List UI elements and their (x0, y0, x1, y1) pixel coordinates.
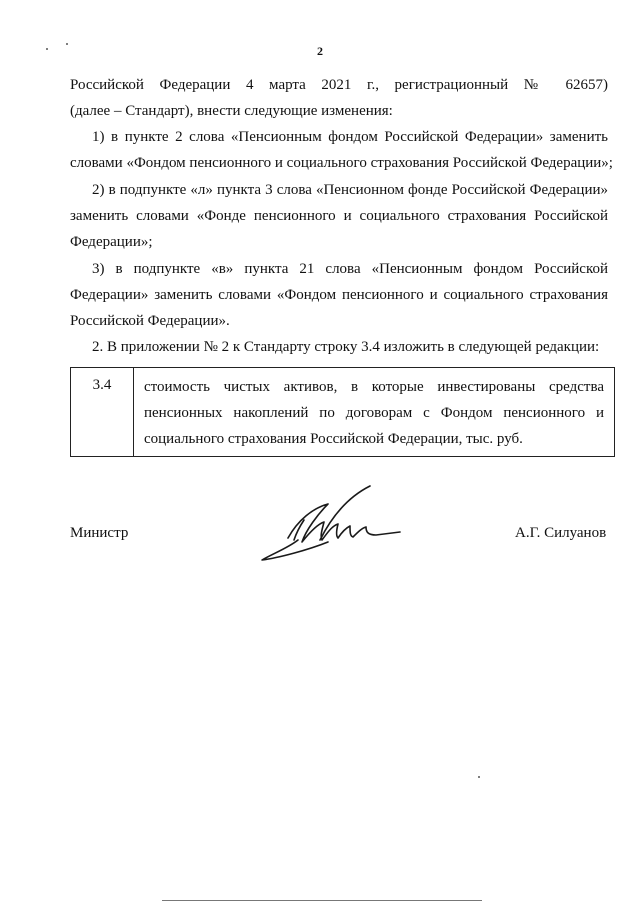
paragraph-line: (далее – Стандарт), внести следующие изменения: (70, 103, 393, 119)
paragraph-line: заменить словами «Фонде пенсионного и социального страхования Российской (70, 208, 608, 224)
paragraph-line: 2. В приложении № 2 к Стандарту строку 3.4 изложить в следующей редакции: (92, 339, 600, 355)
table-row-number: 3.4 (71, 368, 134, 457)
list-item-2: 2) в подпункте «л» пункта 3 слова «Пенсионном фонде Российской Федерации» (92, 182, 608, 198)
table-row (71, 368, 615, 457)
paragraph-line: Федерации»; (70, 234, 153, 250)
table-cell-line: социального страхования Российской Федерации, тыс. руб. (144, 431, 523, 447)
scan-speck (46, 48, 48, 50)
table-cell-line: пенсионных накоплений по договорам с Фондом пенсионного и (144, 405, 604, 421)
handwritten-signature (258, 480, 408, 570)
page-number: 2 (317, 44, 323, 58)
scan-speck (66, 43, 68, 45)
signer-position: Министр (70, 525, 129, 541)
paragraph-line: Российской Федерации 4 марта 2021 г., регистрационный № 62657) (70, 77, 608, 93)
scan-speck (478, 776, 480, 778)
list-item-1: 1) в пункте 2 слова «Пенсионным фондом Российской Федерации» заменить (92, 129, 608, 145)
table-cell-line: стоимость чистых активов, в которые инвестированы средства (144, 379, 604, 395)
paragraph-line: Федерации» заменить словами «Фондом пенсионного и социального страхования (70, 287, 608, 303)
paragraph-line: Российской Федерации». (70, 313, 230, 329)
page-bottom-edge (162, 900, 482, 901)
list-item-3: 3) в подпункте «в» пункта 21 слова «Пенсионным фондом Российской (92, 261, 608, 277)
appendix-table (70, 367, 615, 457)
signer-name: А.Г. Силуанов (515, 525, 607, 541)
paragraph-line: словами «Фондом пенсионного и социального страхования Российской Федерации»; (70, 155, 613, 171)
table-row-text (134, 368, 615, 457)
